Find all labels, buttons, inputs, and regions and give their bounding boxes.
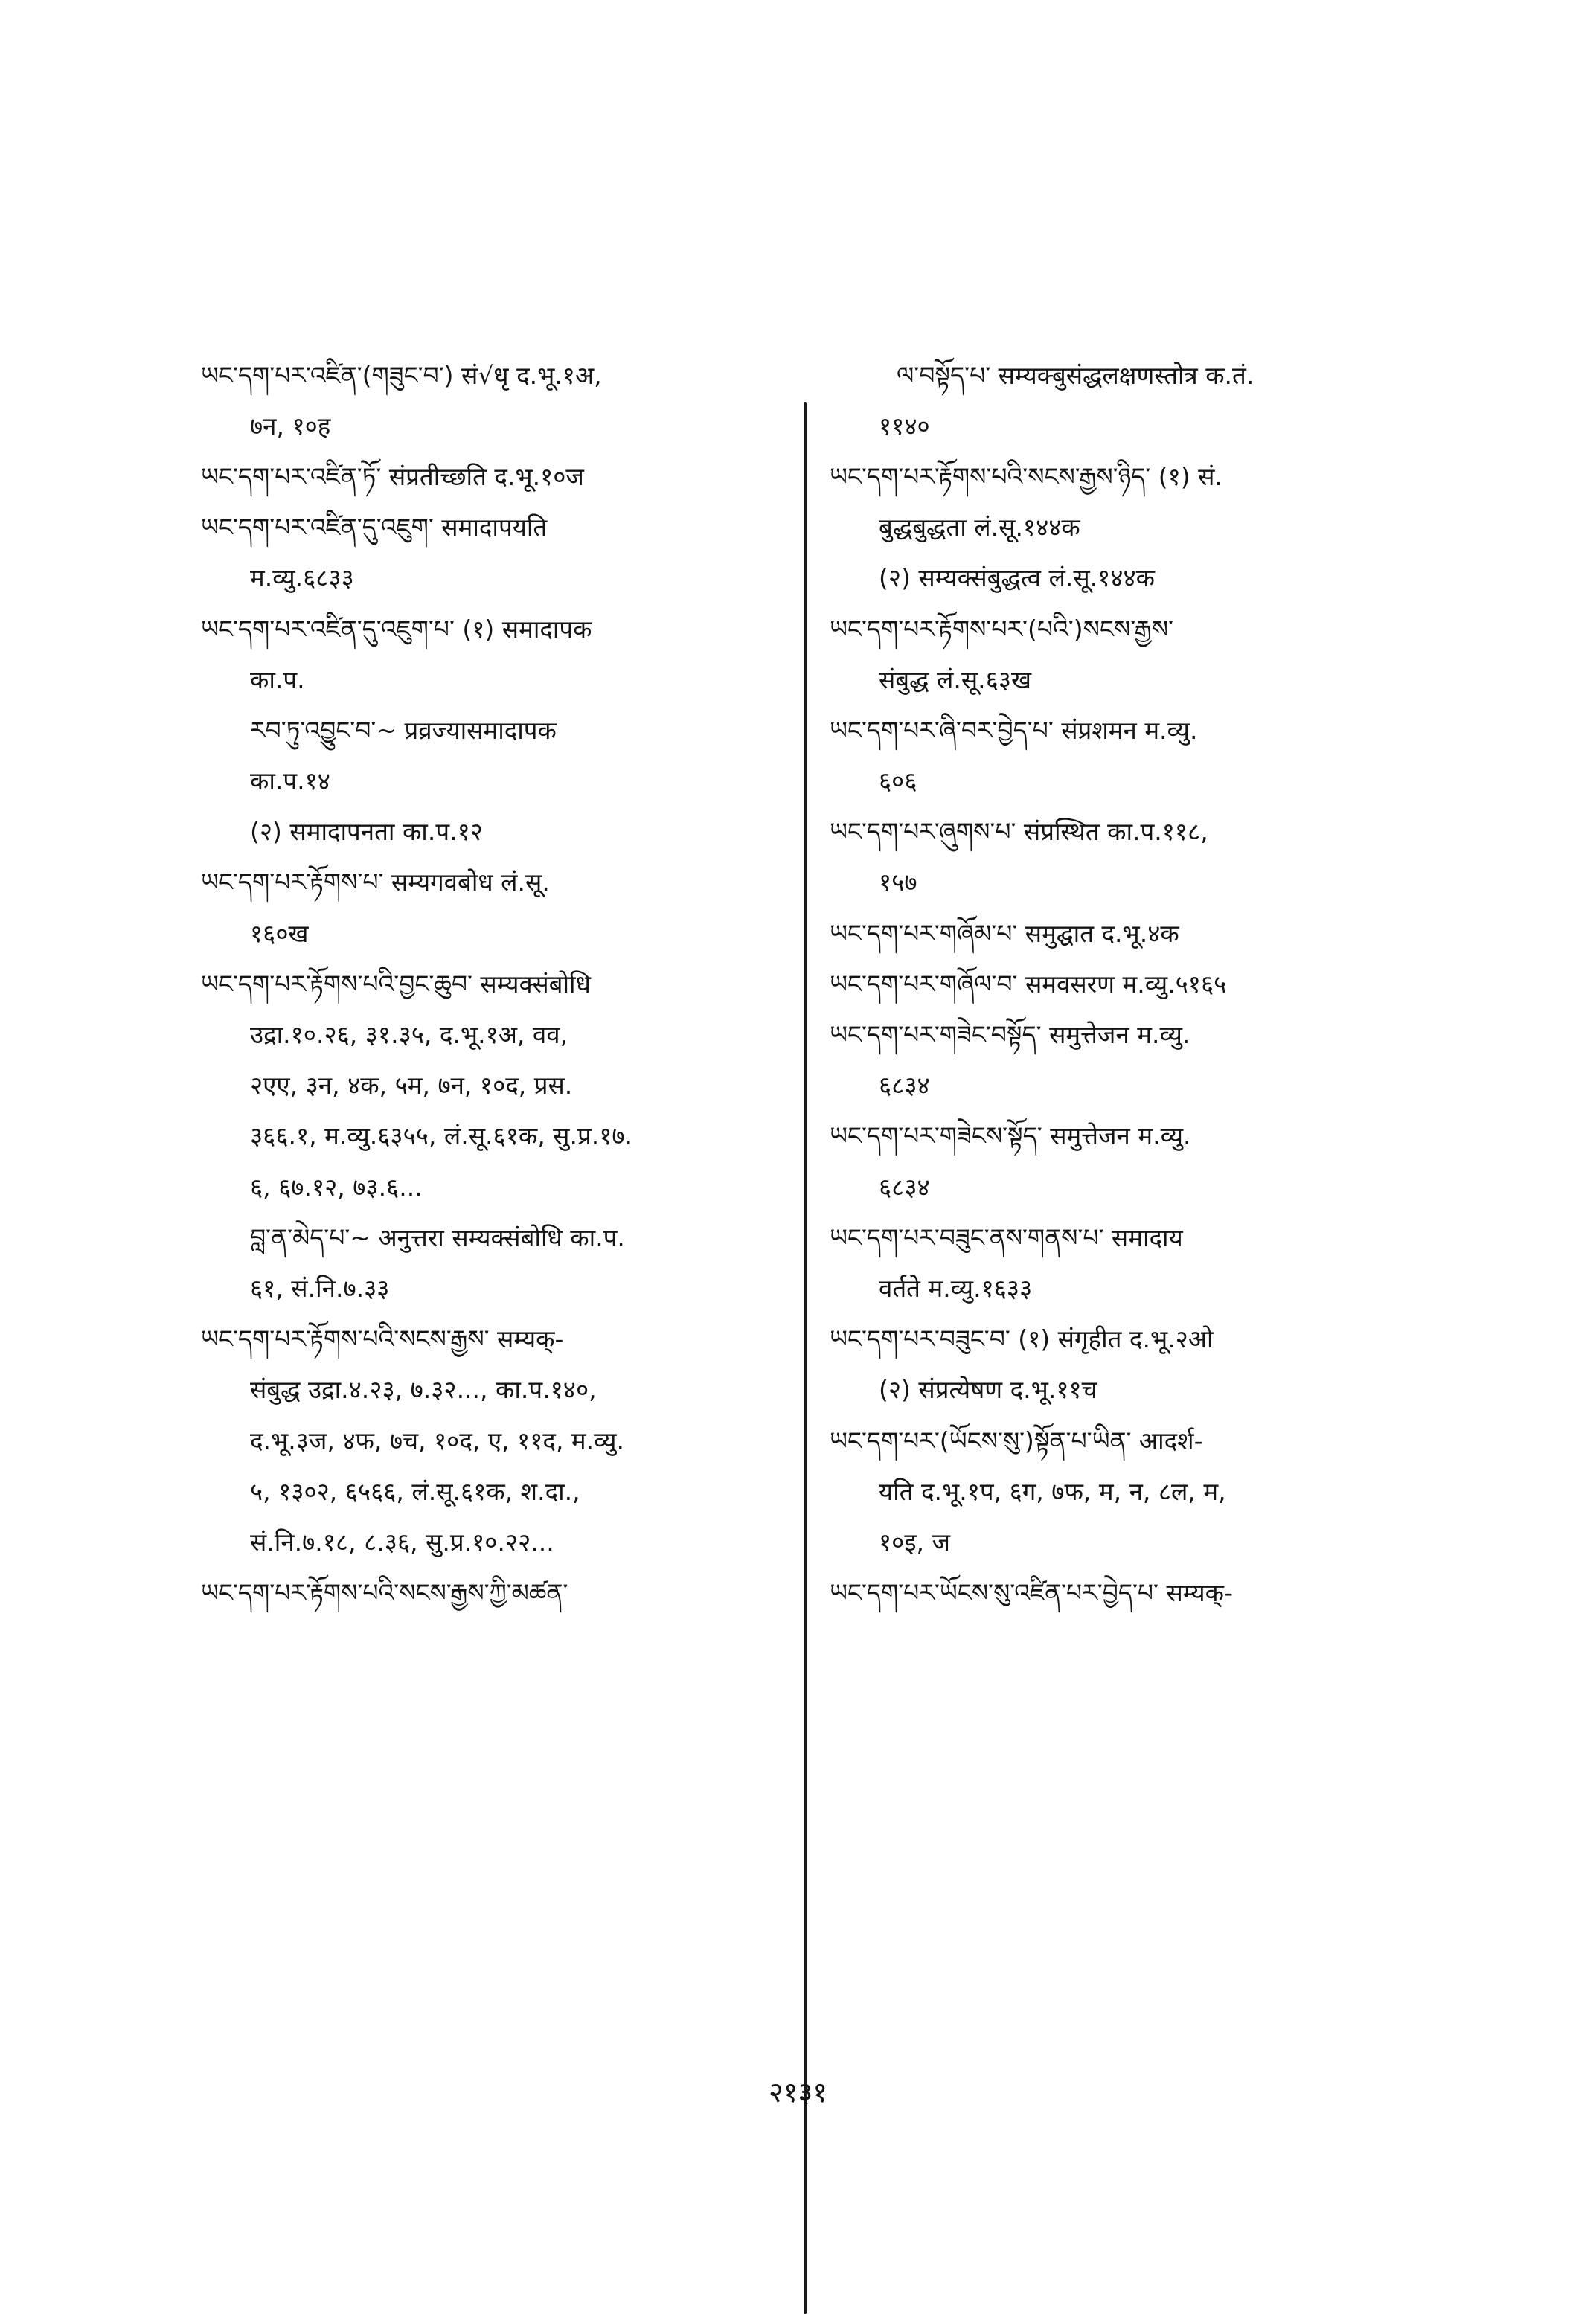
entry-continuation-line — [830, 553, 1425, 603]
entry-text: ७न, १०ह — [250, 411, 331, 440]
column-divider — [804, 402, 807, 2314]
entry-headword-line — [201, 451, 789, 501]
entry-headword-line — [201, 1568, 789, 1618]
entry-text: म.व्यु.६८३३ — [250, 563, 354, 593]
entry-headword-line — [830, 451, 1425, 501]
entry-text: ཡང་དག་པར་རྟོགས་པར་(པའི་)སངས་རྒྱས་ — [830, 614, 1173, 644]
entry-continuation-line — [830, 1466, 1425, 1516]
entry-continuation-line — [830, 756, 1425, 807]
entry-text: ཡང་དག་པར་འཛིན་ཏོ་ संप्रतीच्छति द.भू.१०ज — [201, 461, 584, 491]
entry-text: ཡང་དག་པར་ཡོངས་སུ་འཛིན་པར་བྱེད་པ་ सम्यक्- — [830, 1578, 1233, 1608]
entry-continuation-line — [830, 400, 1425, 451]
entry-text: ཡང་དག་པར་འཛིན་དུ་འཇུག་ समादापयति — [201, 513, 548, 542]
entry-headword-line — [830, 603, 1425, 654]
entry-text: ཡང་དག་པར་རྟོགས་པའི་སངས་རྒྱས་ཀྱི་མཚན་ — [201, 1578, 568, 1608]
entry-headword-line — [201, 502, 789, 553]
entry-headword-line — [201, 1314, 789, 1365]
entry-text: རབ་ཏུ་འབྱུང་བ་~ प्रव्रज्यासमादापक — [250, 715, 557, 745]
entry-continuation-line — [830, 1263, 1425, 1313]
entry-text: ཡང་དག་པར་གཟེང་བསྟོད་ समुत्तेजन म.व्यु. — [830, 1020, 1190, 1050]
entry-headword-line — [830, 1568, 1425, 1618]
entry-continuation-line — [201, 1516, 789, 1567]
entry-text: (२) समादापनता का.प.१२ — [250, 817, 483, 847]
entry-headword-line — [830, 908, 1425, 958]
entry-continuation-line — [201, 1365, 789, 1415]
entry-text: का.प.१४ — [250, 766, 330, 796]
entry-continuation-line — [201, 1111, 789, 1161]
entry-text: वर्तते म.व्यु.१६३३ — [879, 1273, 1033, 1303]
entry-text: ཡང་དག་པར་འཛིན་དུ་འཇུག་པ་ (१) समादापक — [201, 614, 592, 644]
entry-text: ཡང་དག་པར་རྟོགས་པའི་སངས་རྒྱས་ सम्यक्- — [201, 1324, 564, 1354]
entry-continuation-line — [830, 502, 1425, 553]
entry-continuation-line — [830, 857, 1425, 908]
entry-text: ६१, सं.नि.७.३३ — [250, 1273, 390, 1303]
entry-headword-line — [830, 1111, 1425, 1161]
entry-text: ཡང་དག་པར་ཞུགས་པ་ संप्रस्थित का.प.११८, — [830, 817, 1208, 847]
entry-text: ཡང་དག་པར་གཟེངས་སྟོད་ समुत्तेजन म.व्यु. — [830, 1121, 1191, 1151]
entry-text: ཡང་དག་པར་ཞི་བར་བྱེད་པ་ संप्रशमन म.व्यु. — [830, 715, 1198, 745]
entry-text: ३६६.१, म.व्यु.६३५५, लं.सू.६१क, सु.प्र.१७. — [250, 1121, 633, 1151]
entry-text: ६८३४ — [879, 1071, 930, 1100]
entry-continuation-line — [830, 350, 1425, 400]
entry-text: བླ་ན་མེད་པ་~ अनुत्तरा सम्यक्संबोधि का.प. — [250, 1222, 625, 1252]
entry-text: ཡང་དག་པར་གཞོམ་པ་ समुद्घात द.भू.४क — [830, 918, 1179, 948]
entry-text: ११४० — [879, 411, 930, 440]
entry-continuation-line — [201, 705, 789, 755]
entry-text: ६०६ — [879, 766, 917, 796]
entry-text: द.भू.३ज, ४फ, ७च, १०द, ए, ११द, म.व्यु. — [250, 1426, 625, 1455]
entry-text: ཡང་དག་པར་བཟུང་ནས་གནས་པ་ समादाय — [830, 1222, 1183, 1252]
entry-continuation-line — [201, 654, 789, 705]
entry-continuation-line — [201, 1060, 789, 1111]
entry-text: संबुद्ध उद्रा.४.२३, ७.३२..., का.प.१४०, — [250, 1375, 597, 1405]
entry-headword-line — [201, 350, 789, 400]
entry-text: ལ་བསྟོད་པ་ सम्यक्बुसंद्धलक्षणस्तोत्र क.तं. — [897, 360, 1254, 390]
entry-headword-line — [201, 958, 789, 1009]
entry-headword-line — [830, 705, 1425, 755]
entry-continuation-line — [201, 756, 789, 807]
entry-text: ཡང་དག་པར་བཟུང་བ་ (१) संगृहीत द.भू.२ओ — [830, 1324, 1214, 1354]
entry-text: ཡང་དག་པར་(ཡོངས་སུ་)སྟོན་པ་ཡིན་ आदर्श- — [830, 1426, 1203, 1455]
entry-text: २एए, ३न, ४क, ५म, ७न, १०द, प्रस. — [250, 1071, 573, 1100]
entry-text: ཡང་དག་པར་རྟོགས་པའི་སངས་རྒྱས་ཉིད་ (१) सं. — [830, 461, 1222, 491]
entry-continuation-line — [830, 654, 1425, 705]
entry-text: ६८३४ — [879, 1172, 930, 1202]
entry-continuation-line — [201, 1212, 789, 1263]
entry-continuation-line — [830, 1365, 1425, 1415]
entry-text: १०इ, ज — [879, 1527, 950, 1557]
entry-headword-line — [830, 1212, 1425, 1263]
entry-text: ཡང་དག་པར་འཛིན་(གཟུང་བ་) सं√धृ द.भू.१अ, — [201, 360, 602, 390]
entry-headword-line — [830, 807, 1425, 857]
entry-continuation-line — [201, 400, 789, 451]
entry-text: (२) सम्यक्संबुद्धत्व लं.सू.१४४क — [879, 563, 1155, 593]
entry-headword-line — [830, 1009, 1425, 1060]
entry-text: का.प. — [250, 664, 305, 694]
entry-text: बुद्धबुद्धता लं.सू.१४४क — [879, 513, 1080, 542]
entry-continuation-line — [201, 1009, 789, 1060]
entry-text: संबुद्ध लं.सू.६३ख — [879, 664, 1031, 694]
entry-text: ६, ६७.१२, ७३.६... — [250, 1172, 423, 1202]
entry-text: ཡང་དག་པར་རྟོགས་པ་ सम्यगवबोध लं.सू. — [201, 868, 550, 897]
left-column — [201, 350, 789, 1618]
entry-text: (२) संप्रत्येषण द.भू.११च — [879, 1375, 1097, 1405]
entry-continuation-line — [830, 1060, 1425, 1111]
page-number: २१३१ — [768, 2076, 828, 2109]
entry-text: ཡང་དག་པར་གཞོལ་བ་ समवसरण म.व्यु.५१६५ — [830, 969, 1227, 999]
right-column — [830, 350, 1425, 1618]
entry-headword-line — [830, 1314, 1425, 1365]
entry-text: उद्रा.१०.२६, ३१.३५, द.भू.१अ, वव, — [250, 1020, 568, 1050]
entry-continuation-line — [201, 807, 789, 857]
entry-headword-line — [830, 1415, 1425, 1466]
entry-text: १५७ — [879, 868, 917, 897]
entry-text: यति द.भू.१प, ६ग, ७फ, म, न, ८ल, म, — [879, 1476, 1226, 1506]
entry-headword-line — [830, 958, 1425, 1009]
entry-continuation-line — [830, 1161, 1425, 1212]
entry-headword-line — [201, 603, 789, 654]
entry-continuation-line — [201, 553, 789, 603]
entry-text: सं.नि.७.१८, ८.३६, सु.प्र.१०.२२... — [250, 1527, 554, 1557]
entry-headword-line — [201, 857, 789, 908]
entry-continuation-line — [201, 1466, 789, 1516]
entry-text: ཡང་དག་པར་རྟོགས་པའི་བྱང་ཆུབ་ सम्यक्संबोधि — [201, 969, 591, 999]
entry-continuation-line — [201, 1415, 789, 1466]
entry-continuation-line — [201, 908, 789, 958]
entry-text: ५, १३०२, ६५६६, लं.सू.६१क, श.दा., — [250, 1476, 580, 1506]
entry-continuation-line — [201, 1161, 789, 1212]
entry-continuation-line — [201, 1263, 789, 1313]
entry-continuation-line — [830, 1516, 1425, 1567]
entry-text: १६०ख — [250, 918, 309, 948]
